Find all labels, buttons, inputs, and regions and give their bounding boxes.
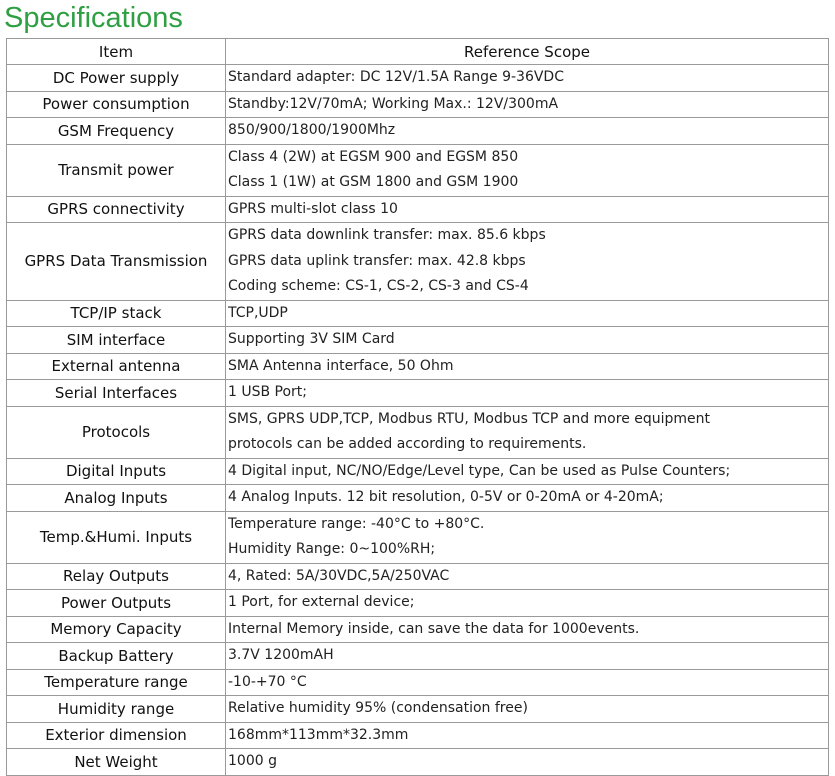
table-row [7, 643, 829, 670]
spec-item-label: TCP/IP stack [7, 300, 226, 327]
spec-item-label: Backup Battery [7, 643, 226, 670]
spec-scope-cell [226, 511, 829, 563]
page-title: Specifications [4, 2, 183, 34]
spec-scope-line: Internal Memory inside, can save the data for 1000events. [228, 620, 640, 637]
spec-scope-cell [226, 118, 829, 145]
spec-scope-line: Coding scheme: CS-1, CS-2, CS-3 and CS-4 [228, 278, 529, 294]
spec-item-label: Power Outputs [7, 590, 226, 617]
spec-item-label: Digital Inputs [7, 458, 226, 485]
table-row [7, 485, 829, 512]
spec-scope-line: 1000 g [228, 753, 277, 769]
spec-scope-line: 1 Port, for external device; [228, 594, 415, 610]
table-row [7, 616, 829, 643]
spec-scope-cell [226, 300, 829, 327]
spec-item-label: Serial Interfaces [7, 380, 226, 407]
spec-scope-cell [226, 749, 829, 776]
spec-item-label: SIM interface [7, 327, 226, 354]
spec-scope-cell [226, 196, 829, 223]
table-row [7, 722, 829, 749]
spec-scope-cell [226, 91, 829, 118]
spec-item-label: Exterior dimension [7, 722, 226, 749]
header-scope: Reference Scope [226, 39, 829, 65]
table-row [7, 696, 829, 723]
table-row [7, 91, 829, 118]
spec-item-label: Analog Inputs [7, 485, 226, 512]
spec-scope-line: 168mm*113mm*32.3mm [228, 726, 409, 743]
spec-item-label: Protocols [7, 406, 226, 458]
spec-scope-line: 4 Digital input, NC/NO/Edge/Level type, Can be used as Pulse Counters; [228, 462, 731, 479]
table-row [7, 669, 829, 696]
spec-scope-line: GPRS data downlink transfer: max. 85.6 kbps [228, 227, 546, 243]
spec-item-label: GPRS connectivity [7, 196, 226, 223]
spec-item-label: DC Power supply [7, 65, 226, 92]
spec-scope-cell [226, 353, 829, 380]
spec-item-label: GPRS Data Transmission [7, 223, 226, 301]
spec-scope-line: 3.7V 1200mAH [228, 647, 334, 663]
table-row [7, 749, 829, 776]
spec-item-label: Humidity range [7, 696, 226, 723]
table-row [7, 144, 829, 196]
spec-item-label: Temp.&Humi. Inputs [7, 511, 226, 563]
table-row [7, 196, 829, 223]
spec-item-label: External antenna [7, 353, 226, 380]
spec-item-label: Net Weight [7, 749, 226, 776]
spec-scope-cell [226, 380, 829, 407]
table-row [7, 65, 829, 92]
table-row [7, 563, 829, 590]
spec-scope-cell [226, 669, 829, 696]
spec-scope-cell [226, 616, 829, 643]
table-row [7, 458, 829, 485]
table-row [7, 327, 829, 354]
spec-scope-line: 4 Analog Inputs. 12 bit resolution, 0-5V or 0-20mA or 4-20mA; [228, 489, 664, 505]
spec-scope-line: Supporting 3V SIM Card [228, 331, 395, 347]
spec-scope-cell [226, 223, 829, 301]
table-row [7, 406, 829, 458]
spec-scope-line: 850/900/1800/1900Mhz [228, 122, 396, 138]
table-row [7, 353, 829, 380]
spec-scope-line: GPRS data uplink transfer: max. 42.8 kbps [228, 252, 526, 269]
table-row [7, 380, 829, 407]
spec-table [6, 38, 829, 776]
spec-scope-cell [226, 643, 829, 670]
spec-item-label: Memory Capacity [7, 616, 226, 643]
spec-scope-line: Standby:12V/70mA; Working Max.: 12V/300mA [228, 95, 559, 112]
spec-item-label: Relay Outputs [7, 563, 226, 590]
table-header-row [7, 39, 829, 65]
table-body [7, 65, 829, 776]
spec-scope-cell [226, 458, 829, 485]
spec-scope-line: GPRS multi-slot class 10 [228, 200, 398, 217]
spec-scope-line: Humidity Range: 0~100%RH; [228, 541, 436, 557]
table-row [7, 223, 829, 301]
spec-scope-line: Class 4 (2W) at EGSM 900 and EGSM 850 [228, 148, 519, 165]
spec-scope-cell [226, 485, 829, 512]
spec-scope-line: TCP,UDP [228, 304, 288, 321]
spec-item-label: Power consumption [7, 91, 226, 118]
table-row [7, 118, 829, 145]
spec-scope-cell [226, 406, 829, 458]
spec-scope-line: Class 1 (1W) at GSM 1800 and GSM 1900 [228, 174, 519, 190]
table-row [7, 300, 829, 327]
spec-scope-cell [226, 327, 829, 354]
spec-scope-line: -10-+70 °C [228, 673, 307, 690]
spec-scope-cell [226, 65, 829, 92]
spec-scope-cell [226, 144, 829, 196]
spec-scope-line: SMS, GPRS UDP,TCP, Modbus RTU, Modbus TCP and more equipment [228, 410, 711, 427]
spec-item-label: GSM Frequency [7, 118, 226, 145]
table-row [7, 590, 829, 617]
spec-scope-line: 1 USB Port; [228, 384, 308, 400]
table-row [7, 511, 829, 563]
spec-item-label: Temperature range [7, 669, 226, 696]
header-item: Item [7, 39, 226, 65]
spec-scope-line: SMA Antenna interface, 50 Ohm [228, 357, 454, 374]
spec-item-label: Transmit power [7, 144, 226, 196]
spec-scope-line: 4, Rated: 5A/30VDC,5A/250VAC [228, 567, 450, 584]
spec-scope-line: Standard adapter: DC 12V/1.5A Range 9-36VDC [228, 69, 564, 85]
spec-scope-cell [226, 590, 829, 617]
spec-scope-line: Temperature range: -40°C to +80°C. [228, 515, 485, 532]
spec-scope-line: Relative humidity 95% (condensation free) [228, 700, 528, 716]
spec-scope-cell [226, 722, 829, 749]
spec-scope-cell [226, 696, 829, 723]
spec-scope-cell [226, 563, 829, 590]
spec-scope-line: protocols can be added according to requirements. [228, 436, 587, 452]
